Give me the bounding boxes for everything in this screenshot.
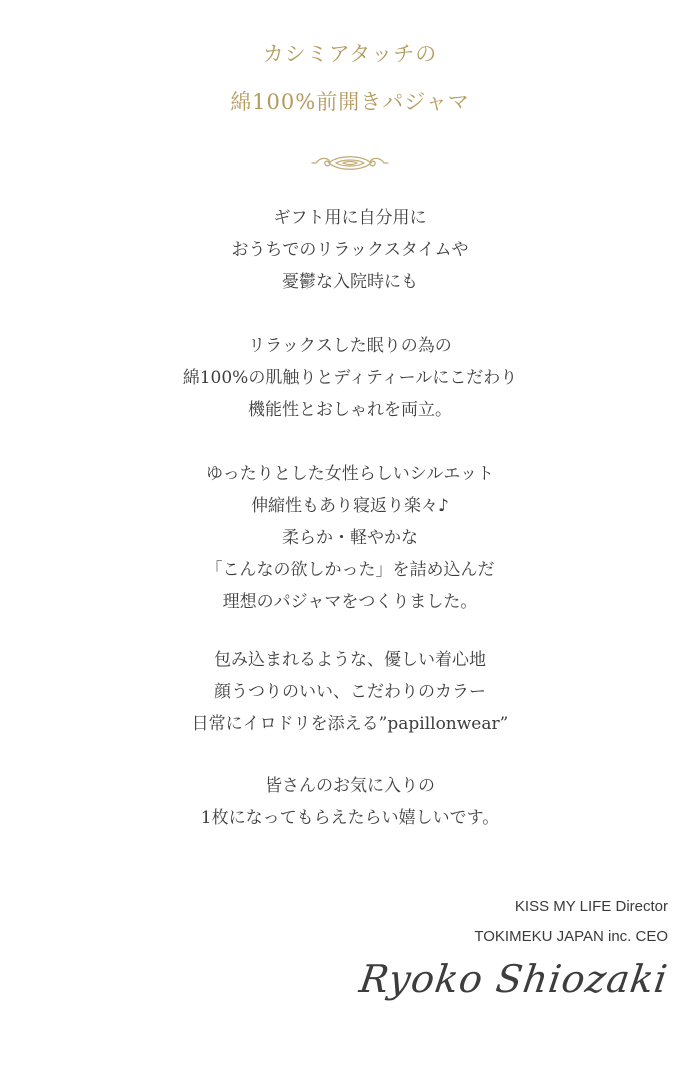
signature-name: Ryoko Shiozaki (357, 957, 672, 1001)
text-line: リラックスした眠りの為の (248, 336, 452, 356)
text-line: 綿100%の肌触りとディティールにこだわり (182, 368, 518, 388)
paragraph-1 (0, 202, 700, 298)
paragraph-5 (0, 770, 700, 834)
text-line: 柔らか・軽やかな (282, 528, 418, 548)
text-line: 機能性とおしゃれを両立。 (248, 400, 452, 420)
text-line: 皆さんのお気に入りの (265, 776, 435, 796)
signature-title-director: KISS MY LIFE Director (514, 898, 668, 915)
page-title-line1: カシミアタッチの (262, 42, 438, 66)
text-line: おうちでのリラックスタイムや (231, 240, 469, 260)
text-line: 1枚になってもらえたらい嬉しいです。 (200, 808, 500, 828)
text-line: 憂鬱な入院時にも (282, 272, 418, 292)
text-line: 「こんなの欲しかった」を詰め込んだ (205, 560, 495, 580)
text-line: 理想のパジャマをつくりました。 (222, 592, 478, 612)
paragraph-2 (0, 330, 700, 426)
text-line: 包み込まれるような、優しい着心地 (214, 650, 486, 670)
page-title-line2: 綿100%前開きパジャマ (230, 90, 470, 114)
text-line: ギフト用に自分用に (273, 208, 427, 228)
text-line: 日常にイロドリを添える”papillonwear” (191, 714, 509, 734)
signature-title-ceo: TOKIMEKU JAPAN inc. CEO (474, 928, 668, 945)
flourish-ornament-icon (310, 150, 390, 176)
text-line: 伸縮性もあり寝返り楽々♪ (251, 496, 449, 516)
paragraph-4 (0, 644, 700, 740)
text-line: ゆったりとした女性らしいシルエット (205, 464, 495, 484)
paragraph-3 (0, 458, 700, 618)
text-line: 顔うつりのいい、こだわりのカラー (214, 682, 486, 702)
